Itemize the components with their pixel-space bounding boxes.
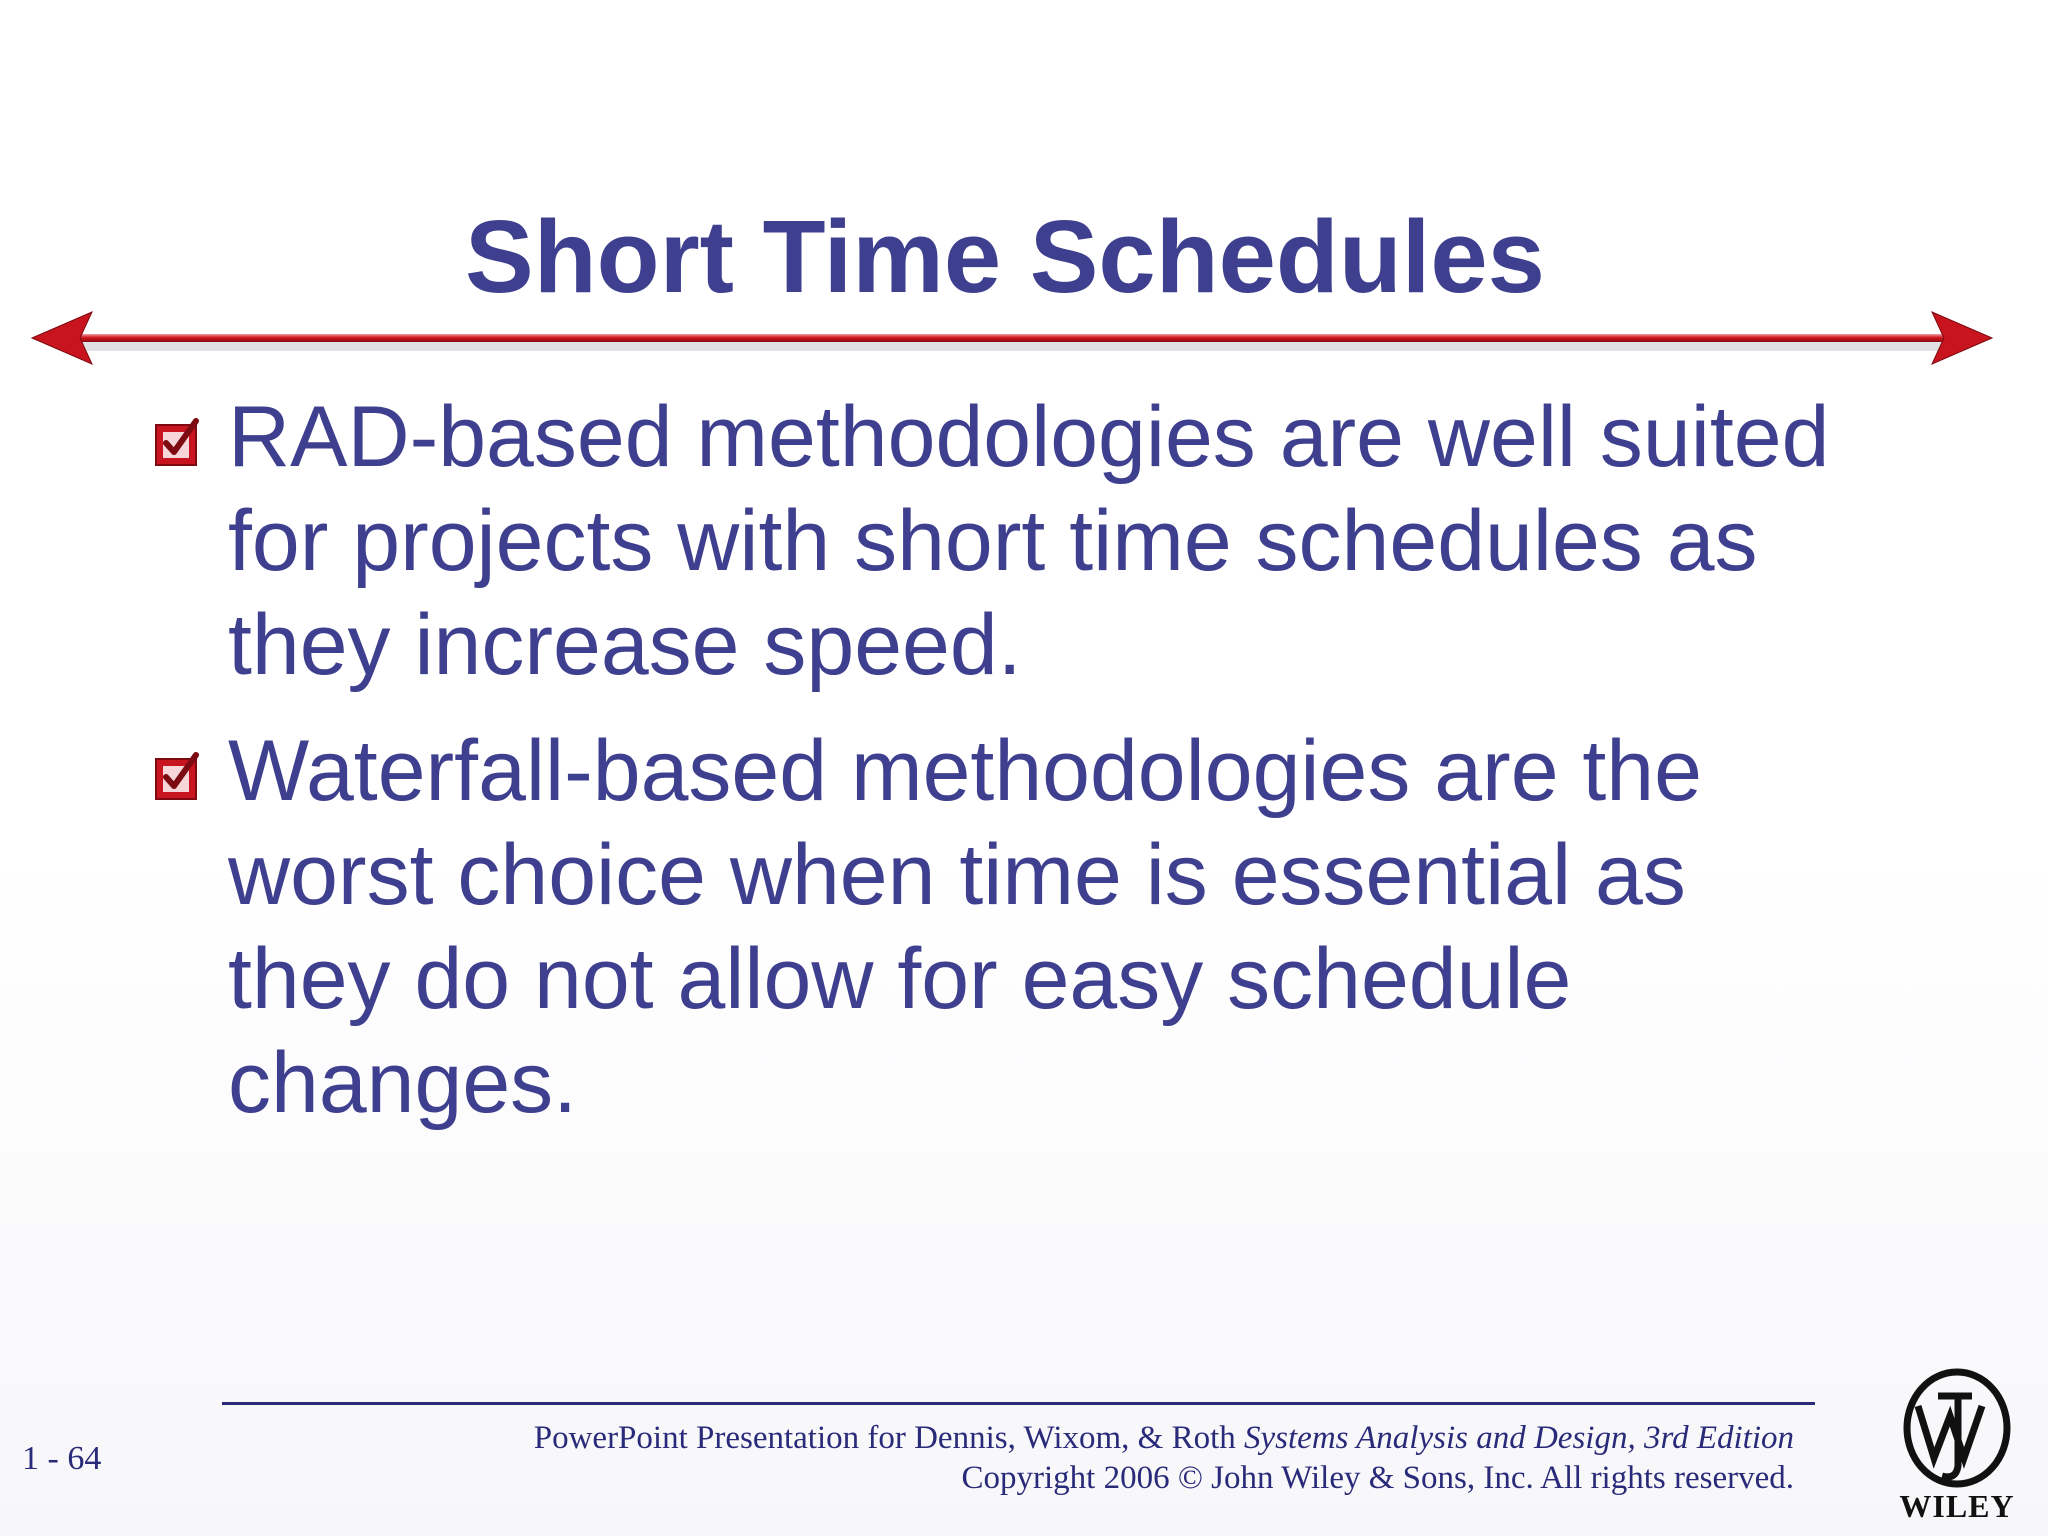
checkbox-icon bbox=[152, 415, 206, 469]
list-item bbox=[150, 719, 1850, 1135]
bullet-text: Waterfall-based methodologies are the worst choice when time is essential as they do not allow for easy schedule changes. bbox=[228, 723, 1702, 1131]
bullet-list bbox=[150, 385, 1850, 1157]
credit-line bbox=[534, 1418, 1794, 1458]
bullet-text: RAD-based methodologies are well suited for projects with short time schedules as they increase speed. bbox=[228, 389, 1830, 693]
footer-divider bbox=[222, 1402, 1815, 1405]
double-arrow-divider bbox=[30, 300, 1995, 380]
list-item bbox=[150, 385, 1850, 697]
slide-number: 1 - 64 bbox=[22, 1440, 102, 1477]
wiley-logo-text: WILEY bbox=[1899, 1488, 2015, 1524]
checkbox-icon bbox=[152, 749, 206, 803]
credit-book-title: Systems Analysis and Design, 3rd Edition bbox=[1244, 1420, 1794, 1456]
footer-credit bbox=[534, 1418, 1794, 1498]
slide-title: Short Time Schedules bbox=[465, 199, 1545, 314]
credit-prefix: PowerPoint Presentation for Dennis, Wixom, & Roth bbox=[533, 1420, 1245, 1456]
copyright-line: Copyright 2006 © John Wiley & Sons, Inc. All rights reserved. bbox=[961, 1460, 1794, 1496]
